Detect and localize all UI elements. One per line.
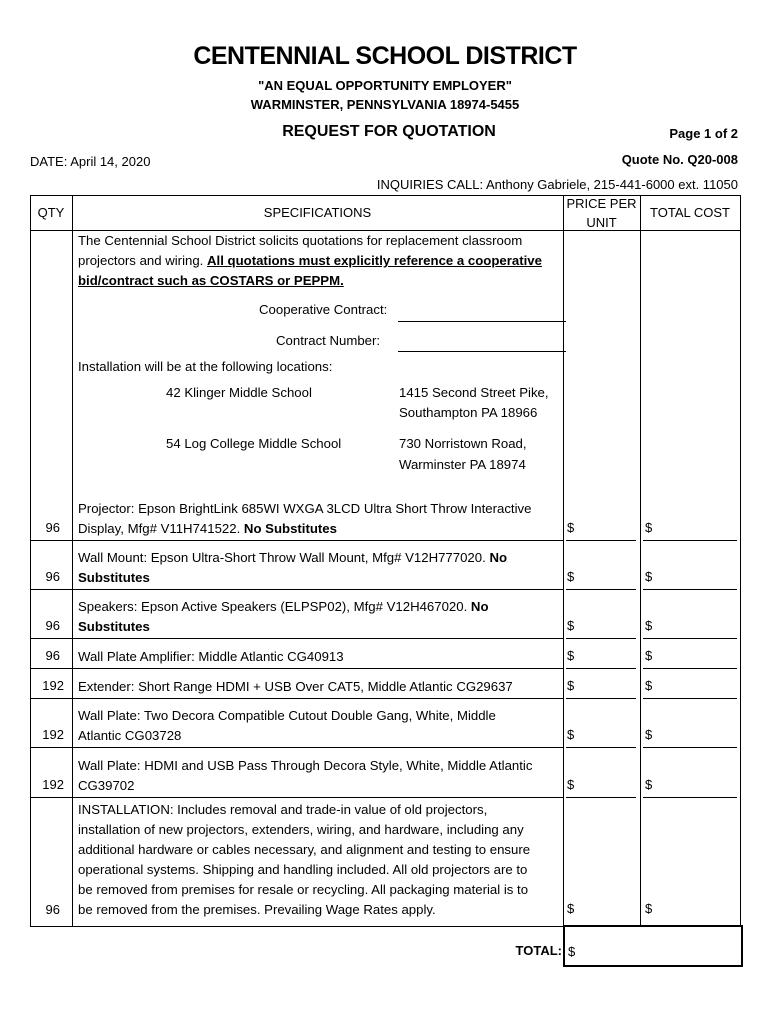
district-title: CENTENNIAL SCHOOL DISTRICT [193, 42, 577, 70]
installation-line2: installation of new projectors, extenders, wiring, and hardware, including any [78, 822, 524, 837]
quote-number: Quote No. Q20-008 [621, 152, 738, 167]
item-wall-plate-gang-price[interactable]: $ [567, 727, 575, 742]
location2-address2: Warminster PA 18974 [399, 457, 526, 472]
qty-column-header: QTY [37, 205, 65, 220]
location1-address1: 1415 Second Street Pike, [399, 385, 549, 400]
item-amplifier-total[interactable]: $ [645, 648, 653, 663]
item-extender-price[interactable]: $ [567, 678, 575, 693]
item-amplifier-line1: Wall Plate Amplifier: Middle Atlantic CG40913 [78, 649, 344, 664]
location2-address1: 730 Norristown Road, [399, 436, 527, 451]
installation-qty: 96 [45, 902, 60, 917]
item-wall-plate-hdmi-qty: 192 [42, 777, 64, 792]
item-projector-line1: Projector: Epson BrightLink 685WI WXGA 3LCD Ultra Short Throw Interactive [78, 501, 532, 516]
inquiries-contact: INQUIRIES CALL: Anthony Gabriele, 215-441-6000 ext. 11050 [376, 177, 738, 192]
item-wall-plate-hdmi-line2: CG39702 [78, 778, 135, 793]
item-projector-line2: Display, Mfg# V11H741522. No Substitutes [78, 521, 337, 536]
location1-address2: Southampton PA 18966 [399, 405, 538, 420]
district-address: WARMINSTER, PENNSYLVANIA 18974-5455 [250, 97, 520, 112]
contract-number-field[interactable] [398, 351, 566, 352]
installation-price[interactable]: $ [567, 901, 575, 916]
item-wall-plate-gang-line1: Wall Plate: Two Decora Compatible Cutout Double Gang, White, Middle [78, 708, 496, 723]
total-cost-column-header: TOTAL COST [650, 205, 730, 220]
intro-text-line2: projectors and wiring. All quotations must explicitly reference a cooperative [78, 253, 542, 268]
intro-text-line3: bid/contract such as COSTARS or PEPPM. [78, 273, 344, 288]
item-projector-price[interactable]: $ [567, 520, 575, 535]
item-extender-total[interactable]: $ [645, 678, 653, 693]
intro-text-line1: The Centennial School District solicits quotations for replacement classroom [78, 233, 523, 248]
item-speakers-total[interactable]: $ [645, 618, 653, 633]
item-wall-plate-hdmi-line1: Wall Plate: HDMI and USB Pass Through Decora Style, White, Middle Atlantic [78, 758, 533, 773]
item-extender-qty: 192 [42, 678, 64, 693]
installation-line3: additional hardware or cables necessary, and alignment and testing to ensure [78, 842, 531, 857]
specifications-column-header: SPECIFICATIONS [263, 205, 372, 220]
installation-locations-label: Installation will be at the following locations: [78, 359, 333, 374]
item-wall-plate-gang-total[interactable]: $ [645, 727, 653, 742]
item-projector-qty: 96 [45, 520, 60, 535]
item-wall-mount-line1: Wall Mount: Epson Ultra-Short Throw Wall Mount, Mfg# V12H777020. No [78, 550, 508, 565]
contract-number-label: Contract Number: [276, 333, 381, 348]
item-speakers-price[interactable]: $ [567, 618, 575, 633]
total-value: $ [568, 944, 576, 959]
location1-name: 42 Klinger Middle School [166, 385, 312, 400]
item-wall-mount-qty: 96 [45, 569, 60, 584]
document-heading: REQUEST FOR QUOTATION [282, 123, 496, 140]
page-number: Page 1 of 2 [669, 126, 738, 141]
installation-total[interactable]: $ [645, 901, 653, 916]
cooperative-contract-label: Cooperative Contract: [259, 302, 388, 317]
installation-line6: be removed from the premises. Prevailing Wage Rates apply. [78, 902, 436, 917]
item-amplifier-qty: 96 [45, 648, 60, 663]
total-value-box[interactable] [563, 925, 743, 967]
item-speakers-qty: 96 [45, 618, 60, 633]
price-per-unit-header-line1: PRICE PER [566, 196, 637, 211]
date-label: DATE: April 14, 2020 [30, 154, 151, 169]
item-wall-plate-hdmi-total[interactable]: $ [645, 777, 653, 792]
item-speakers-line2: Substitutes [78, 619, 150, 634]
cooperative-contract-field[interactable] [398, 321, 566, 322]
total-label: TOTAL: [515, 943, 562, 958]
cooperative-requirement: All quotations must explicitly reference a cooperative [207, 253, 542, 268]
employer-statement: "AN EQUAL OPPORTUNITY EMPLOYER" [258, 78, 512, 93]
item-wall-plate-hdmi-price[interactable]: $ [567, 777, 575, 792]
installation-line4: operational systems. Shipping and handling included. All old projectors are to [78, 862, 528, 877]
item-wall-mount-line2: Substitutes [78, 570, 150, 585]
item-extender-line1: Extender: Short Range HDMI + USB Over CAT5, Middle Atlantic CG29637 [78, 679, 513, 694]
item-wall-mount-price[interactable]: $ [567, 569, 575, 584]
installation-line5: be removed from premises for resale or recycling. All packaging material is to [78, 882, 529, 897]
item-projector-total[interactable]: $ [645, 520, 653, 535]
item-wall-plate-gang-qty: 192 [42, 727, 64, 742]
price-per-unit-header-line2: UNIT [586, 215, 617, 230]
item-speakers-line1: Speakers: Epson Active Speakers (ELPSP02), Mfg# V12H467020. No [78, 599, 489, 614]
item-wall-plate-gang-line2: Atlantic CG03728 [78, 728, 182, 743]
installation-line1: INSTALLATION: Includes removal and trade-in value of old projectors, [78, 802, 488, 817]
item-amplifier-price[interactable]: $ [567, 648, 575, 663]
location2-name: 54 Log College Middle School [166, 436, 342, 451]
item-wall-mount-total[interactable]: $ [645, 569, 653, 584]
